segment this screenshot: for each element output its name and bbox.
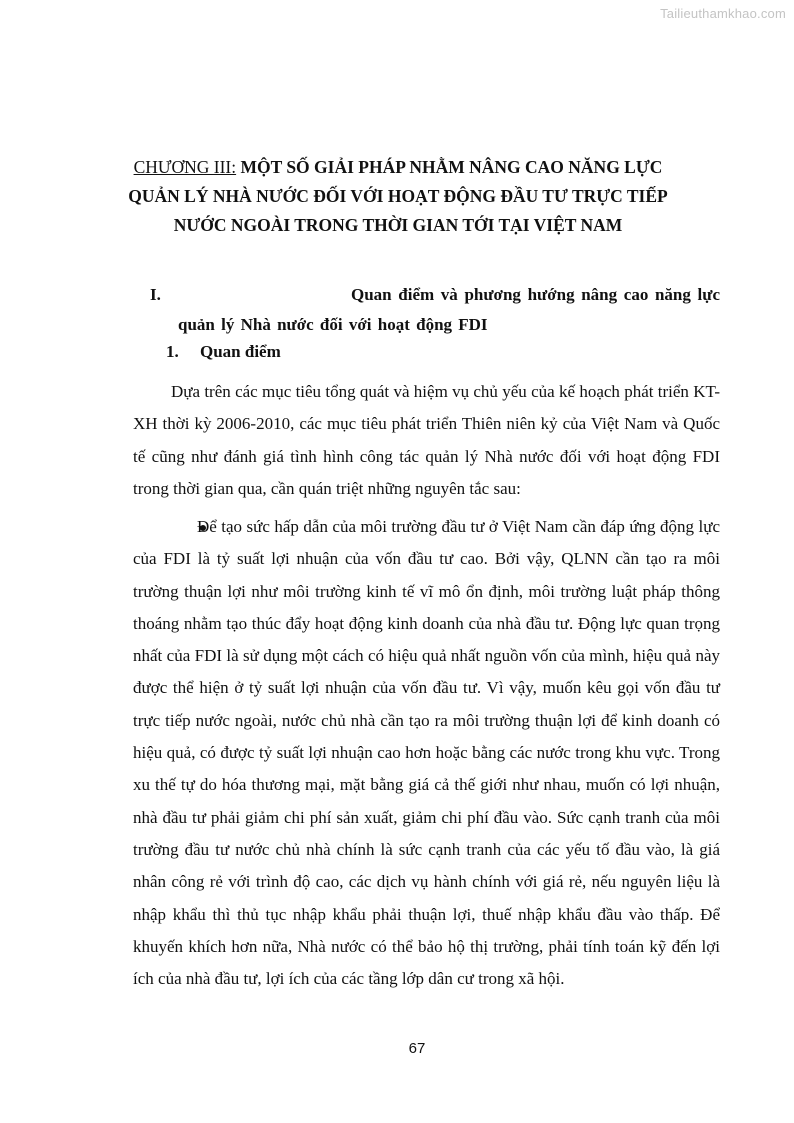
watermark: Tailieuthamkhao.com	[660, 6, 786, 21]
chapter-title-text: MỘT SỐ GIẢI PHÁP NHẰM NÂNG CAO NĂNG LỰC QUẢN LÝ NHÀ NƯỚC ĐỐI VỚI HOẠT ĐỘNG ĐẦU TƯ TRỰC TIẾP NƯỚC NGOÀI TRONG THỜI GIAN TỚI TẠI VIỆT NAM	[128, 157, 668, 235]
section-title: Quan điểm và phương hướng nâng cao năng lực quản lý Nhà nước đối với hoạt động FDI	[178, 285, 720, 334]
intro-paragraph: Dựa trên các mục tiêu tổng quát và hiệm vụ chủ yếu của kế hoạch phát triển KT-XH thời kỳ 2006-2010, các mục tiêu phát triển Thiên niên kỷ của Việt Nam và Quốc tế cũng như đánh giá tình hình công tác quản lý Nhà nước đối với hoạt động FDI trong thời gian qua, cần quán triệt những nguyên tắc sau:	[133, 382, 720, 498]
subsection-title: Quan điểm	[200, 342, 281, 361]
chapter-title	[118, 153, 678, 240]
bullet-paragraph: Để tạo sức hấp dẫn của môi trường đầu tư ở Việt Nam cần đáp ứng động lực của FDI là tỷ suất lợi nhuận của vốn đầu tư cao. Bởi vậy, QLNN cần tạo ra môi trường thuận lợi như môi trường kinh tế vĩ mô ổn định, môi trường luật pháp thông thoáng nhằm tạo thúc đẩy hoạt động kinh doanh của nhà đầu tư. Động lực quan trọng nhất của FDI là sử dụng một cách có hiệu quả nhất nguồn vốn của mình, hiệu quả này được thể hiện ở tỷ suất lợi nhuận của vốn đầu tư. Vì vậy, muốn kêu gọi vốn đầu tư trực tiếp nước ngoài, nước chủ nhà cần tạo ra môi trường thuận lợi để kinh doanh có hiệu quả, có được tỷ suất lợi nhuận cao hơn hoặc bằng các nước trong khu vực. Trong xu thế tự do hóa thương mại, mặt bằng giá cả thế giới như nhau, muốn có lợi nhuận, nhà đầu tư phải giảm chi phí sản xuất, giảm chi phí đầu vào. Sức cạnh tranh của môi trường đầu tư nước chủ nhà chính là sức cạnh tranh của các yếu tố đầu vào, là giá nhân công rẻ với trình độ cao, các dịch vụ hành chính với giá rẻ, nếu nguyên liệu là nhập khẩu thì thủ tục nhập khẩu phải thuận lợi, thuế nhập khẩu đầu vào thấp. Để khuyến khích hơn nữa, Nhà nước có thể bảo hộ thị trường, phải tính toán kỹ đến lợi ích của nhà đầu tư, lợi ích của các tầng lớp dân cư trong xã hội.	[133, 517, 720, 989]
section-heading	[150, 280, 720, 340]
page-number: 67	[408, 1040, 426, 1057]
subsection-number: 1.	[166, 342, 179, 361]
subsection-heading	[166, 339, 281, 365]
chapter-label: CHƯƠNG III:	[133, 157, 237, 177]
section-numeral: I.	[150, 285, 161, 304]
